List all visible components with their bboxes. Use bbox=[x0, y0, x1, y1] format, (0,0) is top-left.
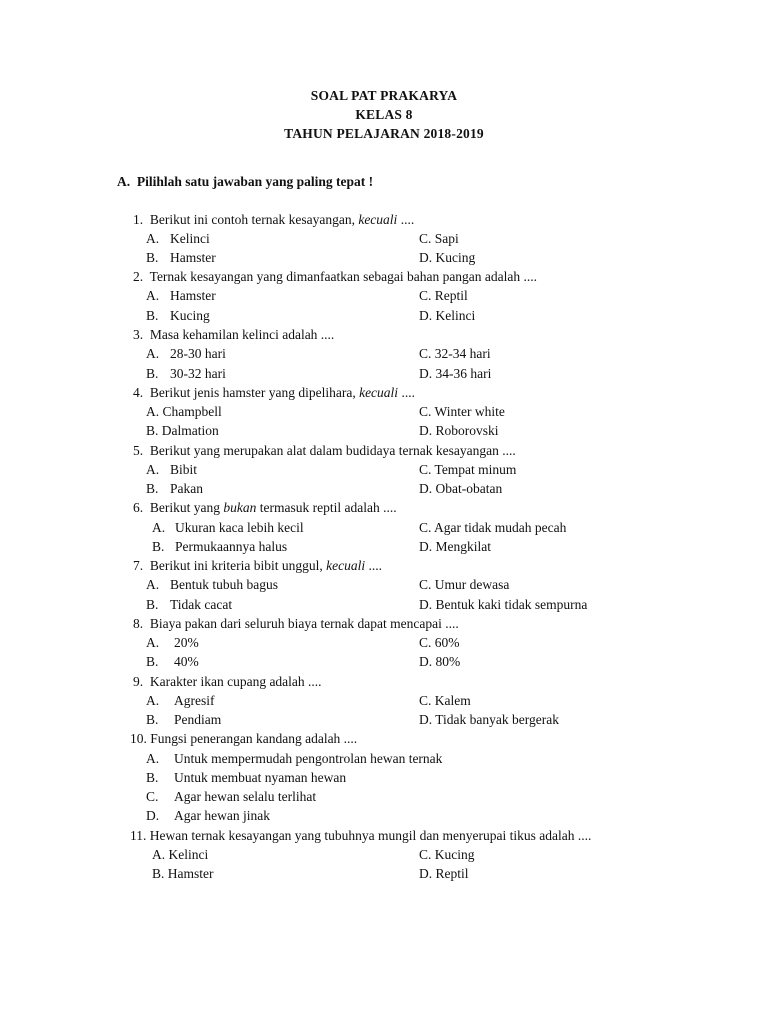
question-10 bbox=[130, 731, 357, 747]
option-text: 30-32 hari bbox=[170, 366, 226, 381]
option-c: C. Umur dewasa bbox=[419, 577, 510, 592]
question-number: 10. bbox=[130, 731, 147, 746]
option-d: D. 34-36 hari bbox=[419, 366, 492, 381]
option-c: C. Kucing bbox=[419, 847, 475, 862]
option-c: C. Reptil bbox=[419, 288, 468, 303]
option-text: 20% bbox=[174, 635, 199, 650]
option-d: D. Bentuk kaki tidak sempurna bbox=[419, 597, 588, 612]
option-d: D. Obat-obatan bbox=[419, 481, 503, 496]
section-marker: A. bbox=[117, 174, 131, 189]
question-text: Ternak kesayangan yang dimanfaatkan sebagai bahan pangan adalah .... bbox=[149, 269, 538, 284]
option-b bbox=[146, 250, 216, 266]
option-text: Agar hewan selalu terlihat bbox=[174, 789, 317, 804]
option-letter: D. bbox=[146, 808, 160, 823]
option-c: C. 32-34 hari bbox=[419, 346, 491, 361]
header-line-1: SOAL PAT PRAKARYA bbox=[310, 88, 458, 103]
option-letter: B. bbox=[146, 366, 159, 381]
question-6 bbox=[133, 500, 397, 516]
section-title: Pilihlah satu jawaban yang paling tepat ! bbox=[136, 174, 374, 189]
header-line-2: KELAS 8 bbox=[355, 107, 413, 122]
option-b bbox=[146, 597, 232, 613]
option-letter: B. bbox=[146, 481, 159, 496]
option-text: 28-30 hari bbox=[170, 346, 226, 361]
option-b bbox=[146, 654, 199, 670]
option-c: C. Sapi bbox=[419, 231, 459, 246]
option-c: C. Tempat minum bbox=[419, 462, 517, 477]
option-text: Bibit bbox=[170, 462, 198, 477]
question-text: Berikut yang merupakan alat dalam budidaya ternak kesayangan .... bbox=[149, 443, 516, 458]
option-d: D. Roborovski bbox=[419, 423, 499, 438]
option-text: Pendiam bbox=[174, 712, 222, 727]
option-letter: B. bbox=[146, 308, 159, 323]
option-b bbox=[146, 481, 203, 497]
option-letter: C. bbox=[146, 789, 159, 804]
option-a bbox=[146, 577, 278, 593]
option-text: Ukuran kaca lebih kecil bbox=[175, 520, 304, 535]
option-a bbox=[152, 520, 304, 536]
option-text: Permukaannya halus bbox=[175, 539, 288, 554]
option-b bbox=[146, 770, 346, 786]
question-9 bbox=[133, 674, 322, 690]
option-a: A. Champbell bbox=[146, 404, 222, 419]
option-letter: A. bbox=[146, 693, 160, 708]
option-letter: B. bbox=[146, 250, 159, 265]
question-number: 7. bbox=[133, 558, 144, 573]
option-b bbox=[146, 366, 226, 382]
option-c: C. Kalem bbox=[419, 693, 471, 708]
question-text: Biaya pakan dari seluruh biaya ternak dapat mencapai .... bbox=[149, 616, 459, 631]
question-text: Fungsi penerangan kandang adalah .... bbox=[150, 731, 358, 746]
question-text: Berikut jenis hamster yang dipelihara, bbox=[149, 385, 360, 400]
option-d: D. Kucing bbox=[419, 250, 476, 265]
question-number: 6. bbox=[133, 500, 144, 515]
question-number: 8. bbox=[133, 616, 144, 631]
option-letter: A. bbox=[146, 462, 160, 477]
option-letter: A. bbox=[146, 288, 160, 303]
question-number: 9. bbox=[133, 674, 144, 689]
question-emphasis: kecuali bbox=[358, 212, 398, 227]
option-text: Kelinci bbox=[170, 231, 210, 246]
option-b bbox=[152, 539, 287, 555]
option-text: Bentuk tubuh bagus bbox=[170, 577, 278, 592]
option-a bbox=[146, 635, 199, 651]
option-text: 40% bbox=[174, 654, 199, 669]
option-a bbox=[146, 288, 216, 304]
option-c bbox=[146, 789, 316, 805]
question-number: 1. bbox=[133, 212, 144, 227]
question-text: Berikut yang bbox=[149, 500, 224, 515]
option-a bbox=[146, 346, 226, 362]
question-text: Hewan ternak kesayangan yang tubuhnya mungil dan menyerupai tikus adalah .... bbox=[149, 828, 592, 843]
question-number: 4. bbox=[133, 385, 144, 400]
option-letter: B. bbox=[146, 770, 159, 785]
option-d: D. Tidak banyak bergerak bbox=[419, 712, 559, 727]
question-text-end: .... bbox=[398, 385, 415, 400]
question-text-end: .... bbox=[365, 558, 382, 573]
option-text: Hamster bbox=[170, 288, 216, 303]
question-1 bbox=[133, 212, 414, 228]
question-7 bbox=[133, 558, 382, 574]
question-text-end: termasuk reptil adalah .... bbox=[256, 500, 397, 515]
question-number: 5. bbox=[133, 443, 144, 458]
question-4 bbox=[133, 385, 415, 401]
option-a bbox=[146, 231, 210, 247]
option-a: A. Kelinci bbox=[152, 847, 209, 862]
option-text: Untuk mempermudah pengontrolan hewan ternak bbox=[174, 751, 443, 766]
question-text-end: .... bbox=[397, 212, 415, 227]
option-text: Tidak cacat bbox=[170, 597, 233, 612]
option-text: Agar hewan jinak bbox=[174, 808, 270, 823]
option-letter: A. bbox=[146, 346, 160, 361]
question-text: Karakter ikan cupang adalah .... bbox=[149, 674, 322, 689]
option-d: D. Mengkilat bbox=[419, 539, 491, 554]
option-a bbox=[146, 693, 215, 709]
option-b bbox=[146, 712, 221, 728]
header-line-3: TAHUN PELAJARAN 2018-2019 bbox=[284, 126, 484, 141]
option-c: C. 60% bbox=[419, 635, 460, 650]
option-text: Pakan bbox=[170, 481, 203, 496]
question-text: Masa kehamilan kelinci adalah .... bbox=[149, 327, 335, 342]
option-letter: A. bbox=[146, 231, 160, 246]
option-text: Untuk membuat nyaman hewan bbox=[174, 770, 347, 785]
option-letter: B. bbox=[152, 539, 165, 554]
option-b: B. Hamster bbox=[152, 866, 214, 881]
option-d: D. Kelinci bbox=[419, 308, 476, 323]
option-b bbox=[146, 308, 210, 324]
question-emphasis: kecuali bbox=[359, 385, 399, 400]
question-emphasis: kecuali bbox=[326, 558, 366, 573]
section-heading bbox=[117, 174, 373, 190]
option-d bbox=[146, 808, 270, 824]
question-5 bbox=[133, 443, 516, 459]
option-d: D. Reptil bbox=[419, 866, 469, 881]
option-text: Hamster bbox=[170, 250, 216, 265]
option-b: B. Dalmation bbox=[146, 423, 219, 438]
question-number: 3. bbox=[133, 327, 144, 342]
option-d: D. 80% bbox=[419, 654, 461, 669]
option-letter: B. bbox=[146, 712, 159, 727]
question-11 bbox=[130, 828, 591, 844]
question-number: 2. bbox=[133, 269, 144, 284]
option-letter: B. bbox=[146, 654, 159, 669]
option-letter: A. bbox=[146, 577, 160, 592]
question-8 bbox=[133, 616, 459, 632]
question-text: Berikut ini kriteria bibit unggul, bbox=[149, 558, 327, 573]
option-letter: A. bbox=[146, 751, 160, 766]
option-letter: B. bbox=[146, 597, 159, 612]
option-text: Kucing bbox=[170, 308, 210, 323]
option-text: Agresif bbox=[174, 693, 215, 708]
option-c: C. Winter white bbox=[419, 404, 505, 419]
question-3 bbox=[133, 327, 334, 343]
question-2 bbox=[133, 269, 537, 285]
option-a bbox=[146, 751, 442, 767]
option-a bbox=[146, 462, 197, 478]
option-letter: A. bbox=[146, 635, 160, 650]
question-emphasis: bukan bbox=[223, 500, 257, 515]
question-text: Berikut ini contoh ternak kesayangan, bbox=[149, 212, 359, 227]
option-c: C. Agar tidak mudah pecah bbox=[419, 520, 567, 535]
question-number: 11. bbox=[130, 828, 147, 843]
option-letter: A. bbox=[152, 520, 166, 535]
